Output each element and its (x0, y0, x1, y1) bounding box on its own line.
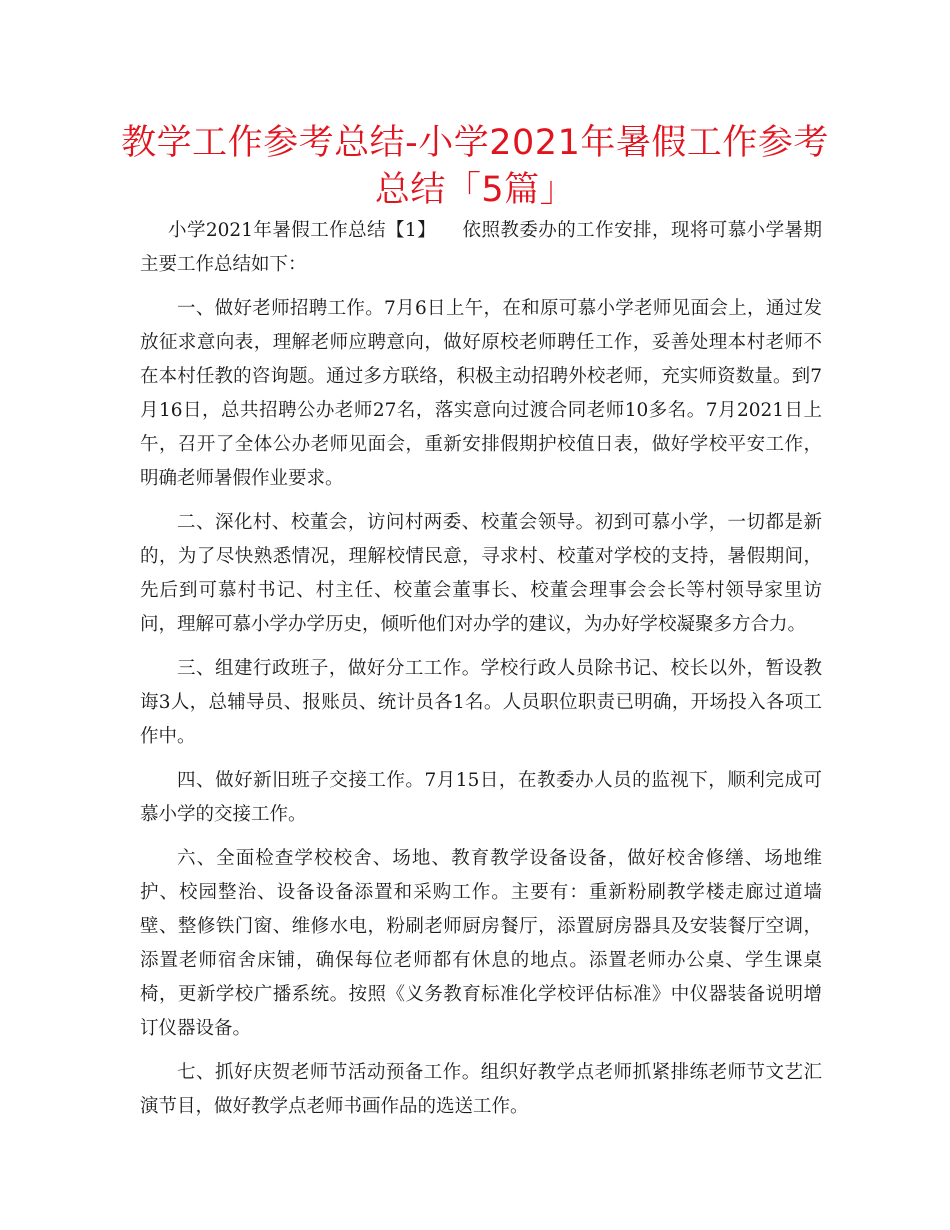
lead-heading: 小学2021年暑假工作总结【1】 (168, 220, 437, 241)
paragraph-teachers-day: 七、抓好庆贺老师节活动预备工作。组织好教学点老师抓紧排练老师节文艺汇演节目，做好教学点老师书画作品的选送工作。 (140, 1062, 822, 1117)
document-title: 教学工作参考总结-小学2021年暑假工作参考总结「5篇」 (121, 123, 829, 210)
paragraph-recruitment: 一、做好老师招聘工作。7月6日上午，在和原可慕小学老师见面会上，通过发放征求意向表，理解老师应聘意向，做好原校老师聘任工作，妥善处理本村老师不在本村任教的咨询题。通过多方联络，积极主动招聘外校老师，充实师资数量。到7月16日，总共招聘公办老师27名，落实意向过渡合同老师10多名。7月2021日上午，召开了全体公办老师见面会，重新安排假期护校值日表，做好学校平安工作，明确老师暑假作业要求。 (140, 298, 822, 489)
document-body (140, 214, 822, 1134)
lead-paragraph (140, 214, 822, 282)
paragraph-visits: 二、深化村、校董会，访问村两委、校董会领导。初到可慕小学，一切都是新的，为了尽快熟悉情况，理解校情民意，寻求村、校董对学校的支持，暑假期间，先后到可慕村书记、村主任、校董会董事长、校董会理事会会长等村领导家里访问，理解可慕小学办学历史，倾听他们对办学的建议，为办好学校凝聚多方合力。 (140, 512, 822, 635)
paragraph-facilities: 六、全面检查学校校舍、场地、教育教学设备设备，做好校舍修缮、场地维护、校园整治、设备设备添置和采购工作。主要有：重新粉刷教学楼走廊过道墙壁、整修铁门窗、维修水电，粉刷老师厨房餐厅，添置厨房器具及安装餐厅空调，添置老师宿舍床铺，确保每位老师都有休息的地点。添置老师办公桌、学生课桌椅，更新学校广播系统。按照《义务教育标准化学校评估标准》中仪器装备说明增订仪器设备。 (140, 848, 822, 1039)
paragraph-admin-team: 三、组建行政班子，做好分工工作。学校行政人员除书记、校长以外，暂设教诲3人，总辅导员、报账员、统计员各1名。人员职位职责已明确，开场投入各项工作中。 (140, 658, 822, 747)
paragraph-handover: 四、做好新旧班子交接工作。7月15日，在教委办人员的监视下，顺利完成可慕小学的交接工作。 (140, 770, 822, 825)
lead-text: 依照教委办的工作安排，现将可慕小学暑期主要工作总结如下： (140, 220, 822, 275)
